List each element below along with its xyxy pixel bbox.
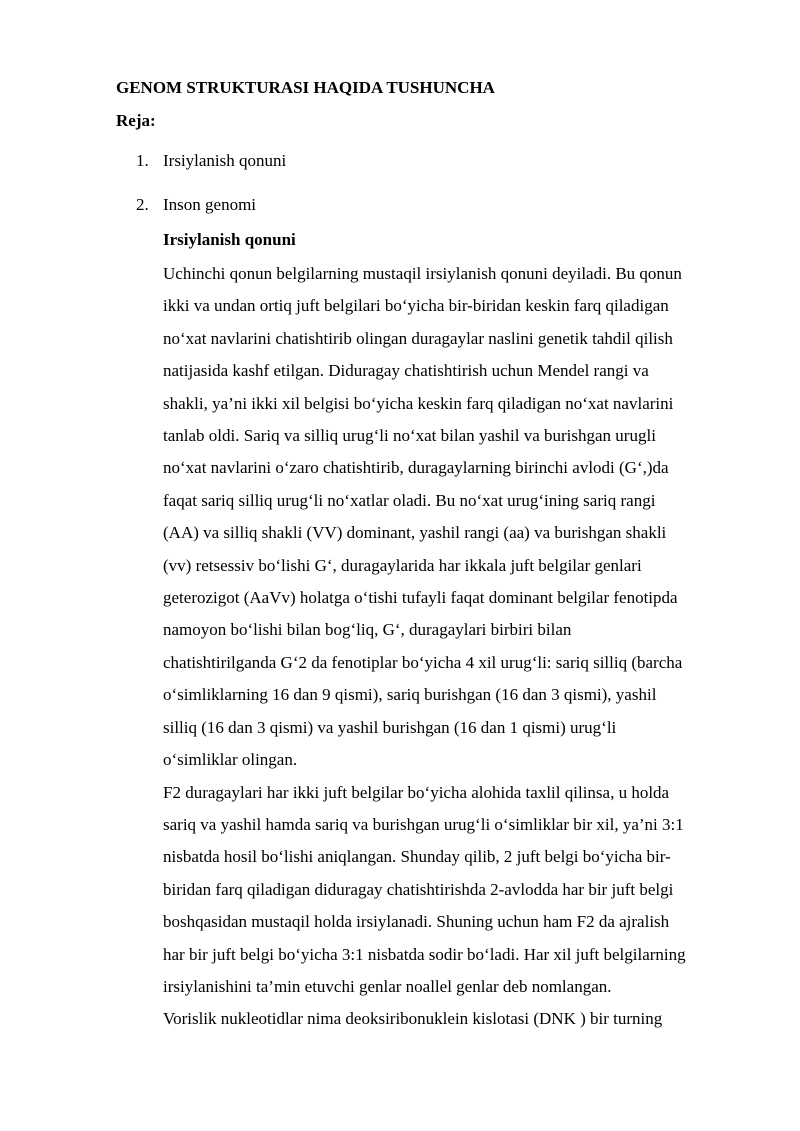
plan-label: Reja: [116, 111, 156, 130]
paragraph-line: shakli, ya’ni ikki xil belgisi bo‘yicha keskin farq qiladigan no‘xat navlarini [163, 393, 674, 413]
paragraph-line: irsiylanishini ta’min etuvchi genlar noallel genlar deb nomlangan. [163, 976, 612, 996]
document-body [163, 228, 753, 1036]
paragraph-line: geterozigot (AaVv) holatga o‘tishi tufayli faqat dominant belgilar fenotipda [163, 588, 678, 608]
paragraphs-container [163, 258, 753, 1036]
plan-item-text: Irsiylanish qonuni [163, 151, 287, 170]
paragraph-line: nisbatda hosil bo‘lishi aniqlangan. Shunday qilib, 2 juft belgi bo‘yicha bir- [163, 847, 671, 867]
paragraph-line: namoyon bo‘lishi bilan bog‘liq, G‘, duragaylari birbiri bilan [163, 620, 572, 640]
paragraph-line: no‘xat navlarini o‘zaro chatishtirib, duragaylarning birinchi avlodi (G‘,)da [163, 458, 669, 478]
plan-item-text: Inson genomi [163, 195, 257, 214]
body-paragraph [163, 1003, 753, 1035]
paragraph-line: sariq va yashil hamda sariq va burishgan urug‘li o‘simliklar bir xil, ya’ni 3:1 [163, 814, 684, 834]
paragraph-line: ikki va undan ortiq juft belgilari bo‘yicha bir-biridan keskin farq qiladigan [163, 296, 669, 316]
paragraph-line: no‘xat navlarini chatishtirib olingan duragaylar naslini genetik tahdil qilish [163, 328, 673, 348]
paragraph-line: boshqasidan mustaqil holda irsiylanadi. Shuning uchun ham F2 da ajralish [163, 912, 670, 932]
paragraph-line: faqat sariq silliq urug‘li no‘xatlar oladi. Bu no‘xat urug‘ining sariq rangi [163, 490, 656, 510]
paragraph-line: biridan farq qiladigan diduragay chatishtirishda 2-avlodda har bir juft belgi [163, 879, 674, 899]
plan-item-number: 1. [136, 151, 149, 170]
paragraph-line: (AA) va silliq shakli (VV) dominant, yashil rangi (aa) va burishgan shakli [163, 523, 667, 543]
paragraph-line: o‘simliklarning 16 dan 9 qismi), sariq burishgan (16 dan 3 qismi), yashil [163, 685, 657, 705]
paragraph-line: chatishtirilganda G‘2 da fenotiplar bo‘yicha 4 xil urug‘li: sariq silliq (barcha [163, 652, 683, 672]
plan-item-number: 2. [136, 195, 149, 214]
body-paragraph [163, 258, 753, 777]
paragraph-line: F2 duragaylari har ikki juft belgilar bo‘yicha alohida taxlil qilinsa, u holda [163, 782, 670, 802]
paragraph-line: har bir juft belgi bo‘yicha 3:1 nisbatda sodir bo‘ladi. Har xil juft belgilarning [163, 944, 686, 964]
paragraph-line: Vorislik nukleotidlar nima deoksiribonuklein kislotasi (DNK ) bir turning [163, 1009, 663, 1029]
section-heading: Irsiylanish qonuni [163, 230, 296, 249]
paragraph-line: tanlab oldi. Sariq va silliq urug‘li no‘xat bilan yashil va burishgan urugli [163, 426, 656, 446]
document-title: GENOM STRUKTURASI HAQIDA TUSHUNCHA [116, 78, 495, 97]
paragraph-line: (vv) retsessiv bo‘lishi G‘, duragaylarida har ikkala juft belgilar genlari [163, 555, 642, 575]
paragraph-line: o‘simliklar olingan. [163, 750, 298, 770]
paragraph-line: Uchinchi qonun belgilarning mustaqil irsiylanish qonuni deyiladi. Bu qonun [163, 264, 682, 283]
paragraph-line: natijasida kashf etilgan. Diduragay chatishtirish uchun Mendel rangi va [163, 361, 649, 381]
body-paragraph [163, 777, 753, 1004]
paragraph-line: silliq (16 dan 3 qismi) va yashil burishgan (16 dan 1 qismi) urug‘li [163, 717, 617, 737]
